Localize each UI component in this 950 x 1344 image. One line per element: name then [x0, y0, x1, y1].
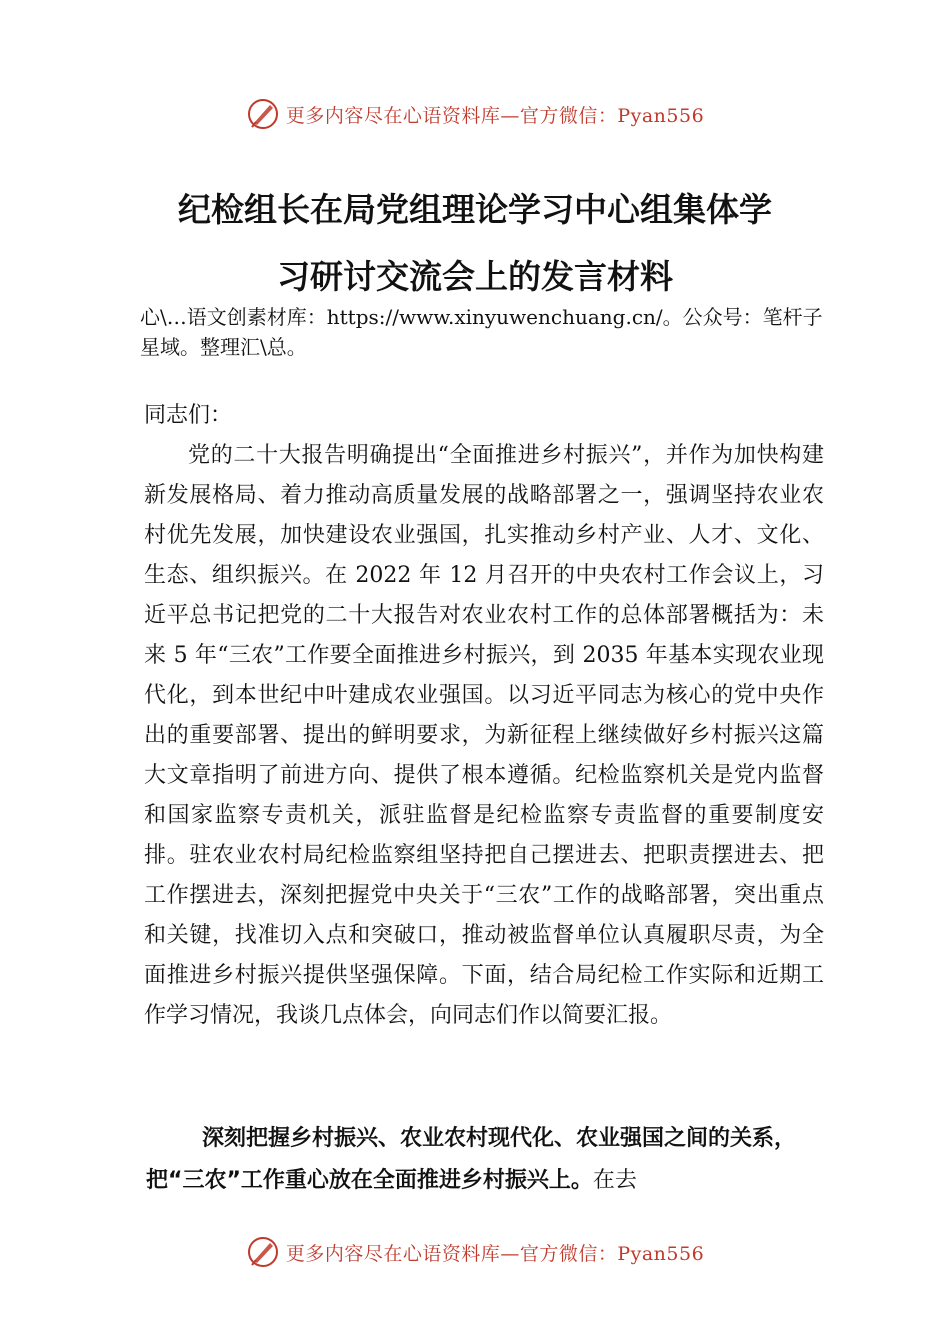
- banner-separator: —: [500, 104, 520, 127]
- banner-wechat: 官方微信：Pyan556: [519, 1242, 705, 1265]
- banner-text: [286, 1239, 704, 1266]
- document-body: [144, 396, 824, 1036]
- banner-separator: —: [500, 1242, 520, 1265]
- header-banner: [0, 94, 950, 134]
- document-title-line2: 习研讨交流会上的发言材料: [277, 257, 673, 296]
- banner-library-name: 更多内容尽在心语资料库: [285, 1242, 501, 1265]
- source-line: 心\…语文创素材库：https://www.xinyuwenchuang.cn/。公众号：笔杆子星域。整理汇\总。: [140, 305, 823, 359]
- banner-wechat: 官方微信：Pyan556: [519, 104, 705, 127]
- greeting: 同志们：: [144, 403, 233, 428]
- section-heading-bold: 深刻把握乡村振兴、农业农村现代化、农业强国之间的关系，把“三农”工作重心放在全面推进乡村振兴上。: [146, 1126, 797, 1193]
- footer-banner: [0, 1232, 950, 1272]
- section-heading-tail: 在去: [592, 1168, 637, 1193]
- section-heading: [146, 1118, 826, 1202]
- paragraph: 党的二十大报告明确提出“全面推进乡村振兴”，并作为加快构建新发展格局、着力推动高质量发展的战略部署之一，强调坚持农业农村优先发展，加快建设农业强国，扎实推动乡村产业、人才、文化、生态、组织振兴。在 2022 年 12 月召开的中央农村工作会议上，习近平总书记把党的二十大报告对农业农村工作的总体部署概括为：未来 5 年“三农”工作要全面推进乡村振兴，到 2035 年基本实现农业现代化，到本世纪中叶建成农业强国。以习近平同志为核心的党中央作出的重要部署、提出的鲜明要求，为新征程上继续做好乡村振兴这篇大文章指明了前进方向、提供了根本遵循。纪检监察机关是党内监督和国家监察专责机关，派驻监督是纪检监察专责监督的重要制度安排。驻农业农村局纪检监察组坚持把自己摆进去、把职责摆进去、把工作摆进去，深刻把握党中央关于“三农”工作的战略部署，突出重点和关键，找准切入点和突破口，推动被监督单位认真履职尽责，为全面推进乡村振兴提供坚强保障。下面，结合局纪检工作实际和近期工作学习情况，我谈几点体会，向同志们作以简要汇报。: [144, 443, 824, 1028]
- document-title-line1: 纪检组长在局党组理论学习中心组集体学: [178, 190, 772, 229]
- banner-library-name: 更多内容尽在心语资料库: [285, 104, 501, 127]
- quill-logo-icon: [246, 1235, 280, 1269]
- quill-logo-icon: [246, 97, 280, 131]
- banner-text: [286, 101, 704, 128]
